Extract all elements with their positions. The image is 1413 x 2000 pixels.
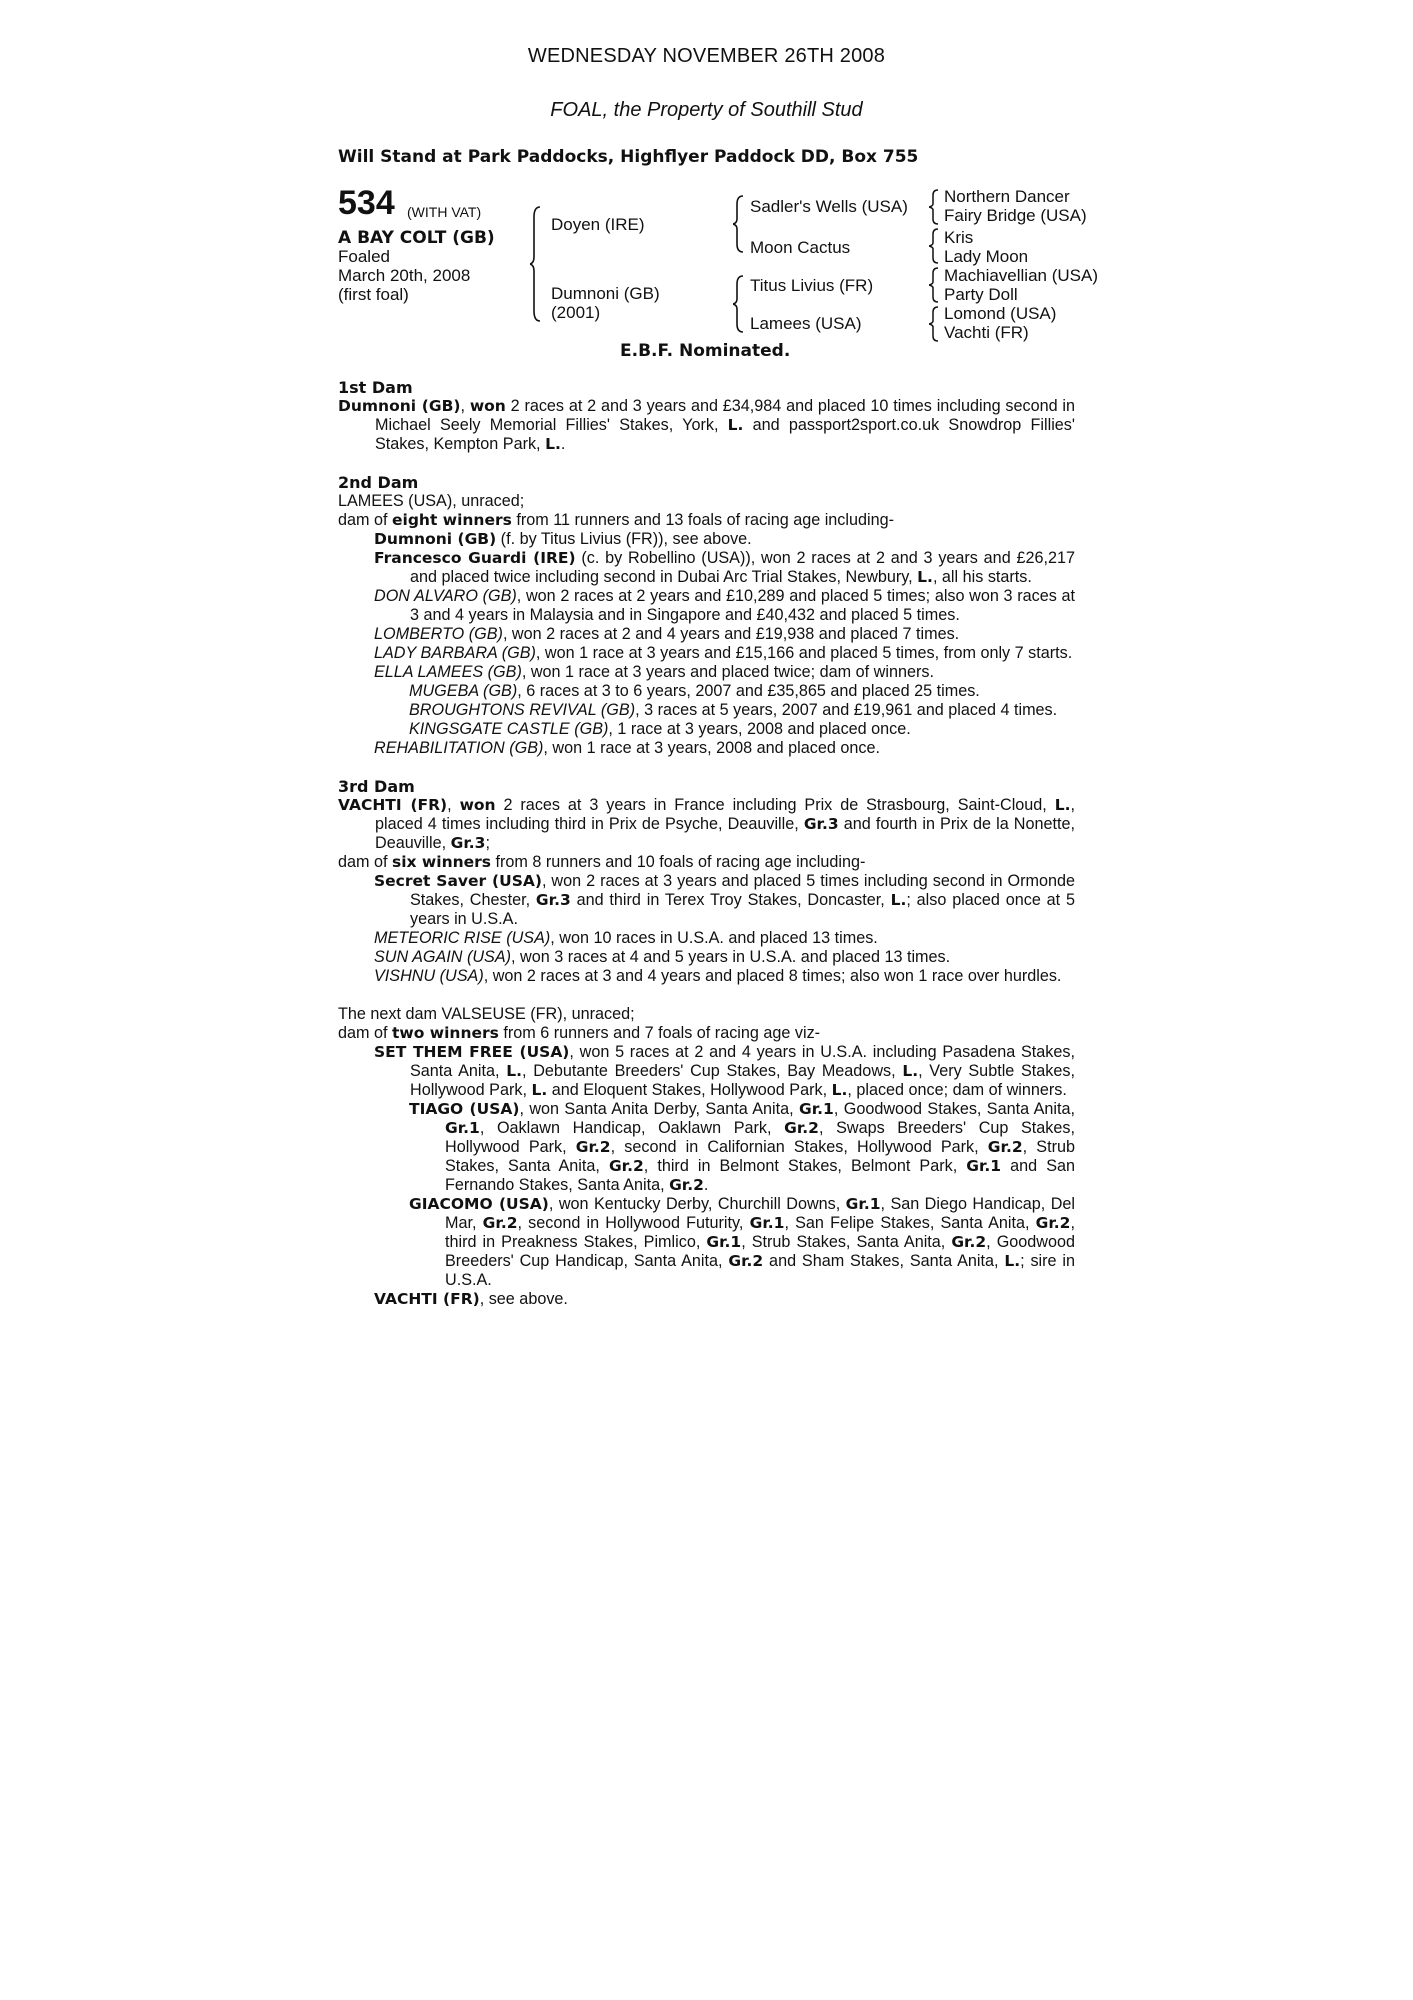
list-item: GIACOMO (USA), won Kentucky Derby, Churchill Downs, Gr.1, San Diego Handicap, Del Mar, Gr.2, second in Hollywood Futurity, Gr.1, San Felipe Stakes, Santa Anita, Gr.2, third in Preakness Stakes, Pimlico, Gr.1, Strub Stakes, Santa Anita, Gr.2, Goodwood Breeders' Cup Handicap, Santa Anita, Gr.2 and Sham Stakes, Santa Anita, L.; sire in U.S.A. <box>409 1195 1076 1289</box>
sale-date: WEDNESDAY NOVEMBER 26TH 2008 <box>527 45 886 67</box>
property-line: FOAL, the Property of Southill Stud <box>550 99 863 121</box>
pedigree-sire-sire: Sadler's Wells (USA) <box>750 197 908 216</box>
pedigree-brace-g1 <box>929 189 939 225</box>
list-item: VISHNU (USA), won 2 races at 3 and 4 years and placed 8 times; also won 1 race over hurdles. <box>374 967 1062 985</box>
pedigree-g3: Kris <box>944 228 974 247</box>
first-foal-note: (first foal) <box>338 285 409 304</box>
list-item: Francesco Guardi (IRE) (c. by Robellino (USA)), won 2 races at 2 and 3 years and £26,217 and placed twice including second in Dubai Arc Trial Stakes, Newbury, L., all his starts. <box>374 549 1075 586</box>
stand-location: Will Stand at Park Paddocks, Highflyer Paddock DD, Box 755 <box>338 147 919 167</box>
second-dam-produce: dam of eight winners from 11 runners and 13 foals of racing age including- <box>338 511 894 529</box>
lot-number: 534 <box>338 184 395 222</box>
third-dam-produce: dam of six winners from 8 runners and 10 foals of racing age including- <box>338 853 866 871</box>
list-item: VACHTI (FR), see above. <box>374 1290 568 1308</box>
pedigree-g1: Northern Dancer <box>944 187 1070 206</box>
pedigree-brace-g2 <box>929 228 939 264</box>
pedigree-sire-dam: Moon Cactus <box>750 238 851 257</box>
pedigree-dam-dam: Lamees (USA) <box>750 314 862 333</box>
vat-note: (WITH VAT) <box>407 204 482 220</box>
first-dam-entry: Dumnoni (GB), won 2 races at 2 and 3 years and £34,984 and placed 10 times including second in Michael Seely Memorial Fillies' Stakes, York, L. and passport2sport.co.uk Snowdrop Fillies' Stakes, Kempton Park, L.. <box>338 397 1076 453</box>
list-item: SET THEM FREE (USA), won 5 races at 2 and 4 years in U.S.A. including Pasadena Stakes, Santa Anita, L., Debutante Breeders' Cup Stakes, Bay Meadows, L., Very Subtle Stakes, Hollywood Park, L. and Eloquent Stakes, Hollywood Park, L., placed once; dam of winners. <box>374 1043 1075 1099</box>
next-dam-intro: The next dam VALSEUSE (FR), unraced; <box>338 1005 635 1023</box>
next-dam-produce: dam of two winners from 6 runners and 7 foals of racing age viz- <box>338 1024 821 1042</box>
first-dam-heading: 1st Dam <box>338 378 413 397</box>
list-item: Secret Saver (USA), won 2 races at 3 years and placed 5 times including second in Ormonde Stakes, Chester, Gr.3 and third in Terex Troy Stakes, Doncaster, L.; also placed once at 5 years in U.S.A. <box>374 872 1075 928</box>
foaled-date: March 20th, 2008 <box>338 266 471 285</box>
pedigree-g8: Vachti (FR) <box>944 323 1029 342</box>
pedigree-brace-dam <box>733 274 745 334</box>
list-item: METEORIC RISE (USA), won 10 races in U.S.A. and placed 13 times. <box>374 929 878 947</box>
list-item: ELLA LAMEES (GB), won 1 race at 3 years and placed twice; dam of winners. <box>374 663 934 681</box>
list-item: BROUGHTONS REVIVAL (GB), 3 races at 5 years, 2007 and £19,961 and placed 4 times. <box>409 701 1058 719</box>
horse-description: A BAY COLT (GB) <box>338 228 495 248</box>
list-item: DON ALVARO (GB), won 2 races at 2 years and £10,289 and placed 5 times; also won 3 races at 3 and 4 years in Malaysia and in Singapore and £40,432 and placed 5 times. <box>374 587 1075 624</box>
pedigree-brace-g3 <box>929 267 939 303</box>
pedigree-sire: Doyen (IRE) <box>551 215 645 234</box>
pedigree-dam-sire: Titus Livius (FR) <box>750 276 874 295</box>
pedigree-dam: Dumnoni (GB) <box>551 284 660 303</box>
pedigree-brace-main <box>530 205 544 323</box>
list-item: LADY BARBARA (GB), won 1 race at 3 years and £15,166 and placed 5 times, from only 7 starts. <box>374 644 1073 662</box>
catalogue-body <box>338 378 1075 1309</box>
ebf-nominated: E.B.F. Nominated. <box>620 341 791 361</box>
second-dam-heading: 2nd Dam <box>338 473 419 492</box>
list-item: REHABILITATION (GB), won 1 race at 3 years, 2008 and placed once. <box>374 739 880 757</box>
list-item: LOMBERTO (GB), won 2 races at 2 and 4 years and £19,938 and placed 7 times. <box>374 625 960 643</box>
foaled-label: Foaled <box>338 247 390 266</box>
second-dam-intro: LAMEES (USA), unraced; <box>338 492 525 510</box>
list-item: TIAGO (USA), won Santa Anita Derby, Santa Anita, Gr.1, Goodwood Stakes, Santa Anita, Gr.1, Oaklawn Handicap, Oaklawn Park, Gr.2, Swaps Breeders' Cup Stakes, Hollywood Park, Gr.2, second in Californian Stakes, Hollywood Park, Gr.2, Strub Stakes, Santa Anita, Gr.2, third in Belmont Stakes, Belmont Park, Gr.1 and San Fernando Stakes, Santa Anita, Gr.2. <box>409 1100 1076 1194</box>
list-item: Dumnoni (GB) (f. by Titus Livius (FR)), see above. <box>374 530 752 548</box>
pedigree-g5: Machiavellian (USA) <box>944 266 1098 285</box>
list-item: MUGEBA (GB), 6 races at 3 to 6 years, 2007 and £35,865 and placed 25 times. <box>409 682 980 700</box>
pedigree-g4: Lady Moon <box>944 247 1029 266</box>
pedigree-g6: Party Doll <box>944 285 1018 304</box>
pedigree-g7: Lomond (USA) <box>944 304 1057 323</box>
pedigree-dam-year: (2001) <box>551 303 601 322</box>
third-dam-heading: 3rd Dam <box>338 777 415 796</box>
list-item: KINGSGATE CASTLE (GB), 1 race at 3 years, 2008 and placed once. <box>409 720 911 738</box>
list-item: SUN AGAIN (USA), won 3 races at 4 and 5 years in U.S.A. and placed 13 times. <box>374 948 951 966</box>
pedigree-brace-g4 <box>929 306 939 342</box>
pedigree-brace-sire <box>733 194 745 254</box>
pedigree-g2: Fairy Bridge (USA) <box>944 206 1087 225</box>
third-dam-entry: VACHTI (FR), won 2 races at 3 years in France including Prix de Strasbourg, Saint-Cloud, L., placed 4 times including third in Prix de Psyche, Deauville, Gr.3 and fourth in Prix de la Nonette, Deauville, Gr.3; <box>338 796 1075 852</box>
